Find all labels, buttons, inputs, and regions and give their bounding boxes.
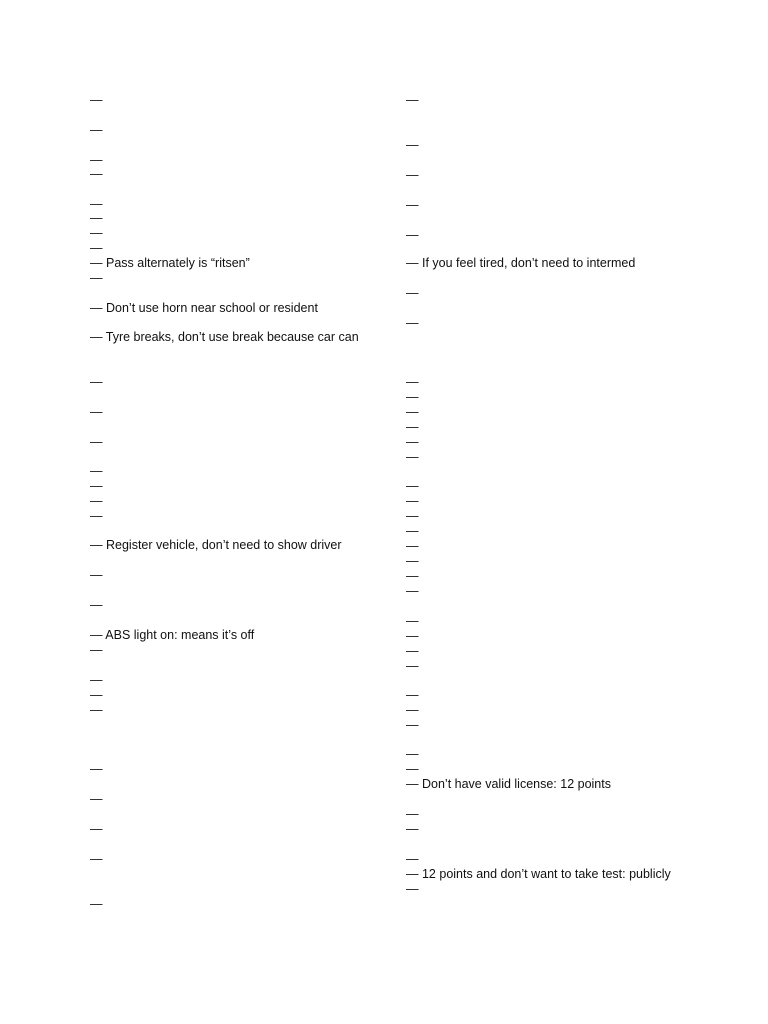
bullet-dash: —: [406, 614, 419, 628]
bullet-dash: —: [406, 762, 419, 776]
left-column: [90, 0, 390, 1024]
note-text: ABS light on: means it’s off: [105, 628, 255, 642]
note-line: [406, 168, 419, 183]
bullet-dash: —: [406, 256, 419, 270]
bullet-dash: —: [90, 153, 103, 167]
note-line: [90, 703, 103, 718]
note-line: [90, 792, 103, 807]
note-line: [90, 405, 103, 420]
bullet-dash: —: [90, 509, 103, 523]
bullet-dash: —: [406, 316, 419, 330]
bullet-dash: —: [90, 93, 103, 107]
bullet-dash: —: [90, 822, 103, 836]
note-line: [90, 568, 103, 583]
bullet-dash: —: [90, 375, 103, 389]
bullet-dash: —: [406, 524, 419, 538]
bullet-dash: —: [90, 271, 103, 285]
bullet-dash: —: [406, 405, 419, 419]
bullet-dash: —: [90, 301, 103, 315]
bullet-dash: —: [406, 584, 419, 598]
bullet-dash: —: [406, 286, 419, 300]
bullet-dash: —: [90, 852, 103, 866]
note-line: [406, 659, 419, 674]
bullet-dash: —: [406, 867, 419, 881]
bullet-dash: —: [90, 167, 103, 181]
bullet-dash: —: [406, 375, 419, 389]
note-text: Don’t have valid license: 12 points: [421, 777, 611, 791]
bullet-dash: —: [406, 539, 419, 553]
bullet-dash: —: [90, 568, 103, 582]
note-line: [406, 584, 419, 599]
bullet-dash: —: [406, 747, 419, 761]
note-line: [90, 241, 103, 256]
bullet-dash: —: [406, 718, 419, 732]
bullet-dash: —: [90, 494, 103, 508]
note-line: [90, 628, 254, 643]
bullet-dash: —: [90, 643, 103, 657]
note-line: [406, 822, 419, 837]
note-line: [406, 539, 419, 554]
note-line: [90, 301, 318, 316]
note-line: [406, 138, 419, 153]
bullet-dash: —: [90, 598, 103, 612]
note-line: [90, 435, 103, 450]
bullet-dash: —: [90, 123, 103, 137]
note-line: [90, 211, 103, 226]
bullet-dash: —: [90, 405, 103, 419]
note-line: [90, 598, 103, 613]
note-line: [406, 420, 419, 435]
bullet-dash: —: [406, 450, 419, 464]
bullet-dash: —: [406, 629, 419, 643]
bullet-dash: —: [406, 644, 419, 658]
bullet-dash: —: [406, 390, 419, 404]
note-line: [406, 198, 419, 213]
bullet-dash: —: [90, 703, 103, 717]
bullet-dash: —: [90, 241, 103, 255]
note-line: [406, 93, 419, 108]
note-line: [406, 375, 419, 390]
bullet-dash: —: [90, 538, 103, 552]
bullet-dash: —: [406, 494, 419, 508]
bullet-dash: —: [406, 479, 419, 493]
note-line: [406, 554, 419, 569]
bullet-dash: —: [406, 554, 419, 568]
note-line: [406, 256, 635, 271]
note-line: [90, 673, 103, 688]
bullet-dash: —: [406, 435, 419, 449]
note-text: Pass alternately is “ritsen”: [105, 256, 250, 270]
bullet-dash: —: [90, 688, 103, 702]
note-line: [406, 718, 419, 733]
bullet-dash: —: [406, 688, 419, 702]
note-line: [90, 852, 103, 867]
bullet-dash: —: [90, 673, 103, 687]
note-line: [90, 538, 342, 553]
note-line: [90, 256, 250, 271]
note-line: [406, 614, 419, 629]
note-line: [90, 643, 103, 658]
note-line: [406, 316, 419, 331]
note-text: Don’t use horn near school or resident: [105, 301, 318, 315]
note-text: Tyre breaks, don’t use break because car can: [105, 330, 359, 344]
note-line: [90, 494, 103, 509]
note-text: 12 points and don’t want to take test: publicly: [421, 867, 671, 881]
note-line: [406, 644, 419, 659]
note-line: [90, 509, 103, 524]
note-line: [406, 390, 419, 405]
bullet-dash: —: [406, 777, 419, 791]
note-line: [90, 226, 103, 241]
right-column: [406, 0, 736, 1024]
note-line: [90, 897, 103, 912]
note-line: [406, 509, 419, 524]
note-text: Register vehicle, don’t need to show driver: [105, 538, 342, 552]
bullet-dash: —: [406, 420, 419, 434]
note-line: [406, 435, 419, 450]
note-line: [90, 330, 359, 345]
bullet-dash: —: [406, 807, 419, 821]
note-line: [406, 703, 419, 718]
note-line: [90, 153, 103, 168]
note-line: [406, 286, 419, 301]
note-line: [406, 450, 419, 465]
bullet-dash: —: [90, 256, 103, 270]
bullet-dash: —: [90, 897, 103, 911]
bullet-dash: —: [406, 228, 419, 242]
bullet-dash: —: [406, 138, 419, 152]
note-line: [406, 405, 419, 420]
note-line: [406, 629, 419, 644]
bullet-dash: —: [90, 197, 103, 211]
note-line: [90, 479, 103, 494]
note-line: [406, 569, 419, 584]
bullet-dash: —: [90, 464, 103, 478]
note-line: [90, 375, 103, 390]
note-line: [406, 852, 419, 867]
note-line: [90, 271, 103, 286]
note-line: [406, 747, 419, 762]
note-line: [90, 197, 103, 212]
note-line: [406, 777, 611, 792]
bullet-dash: —: [406, 703, 419, 717]
bullet-dash: —: [90, 762, 103, 776]
note-text: If you feel tired, don’t need to intermed: [421, 256, 636, 270]
note-line: [90, 688, 103, 703]
bullet-dash: —: [406, 198, 419, 212]
bullet-dash: —: [406, 659, 419, 673]
bullet-dash: —: [406, 509, 419, 523]
note-line: [406, 762, 419, 777]
note-line: [406, 479, 419, 494]
bullet-dash: —: [406, 822, 419, 836]
bullet-dash: —: [90, 330, 103, 344]
note-line: [406, 882, 419, 897]
bullet-dash: —: [406, 168, 419, 182]
bullet-dash: —: [90, 435, 103, 449]
note-line: [90, 167, 103, 182]
note-line: [90, 822, 103, 837]
bullet-dash: —: [90, 211, 103, 225]
bullet-dash: —: [90, 479, 103, 493]
bullet-dash: —: [90, 628, 103, 642]
note-line: [406, 228, 419, 243]
note-line: [90, 464, 103, 479]
bullet-dash: —: [90, 792, 103, 806]
bullet-dash: —: [90, 226, 103, 240]
bullet-dash: —: [406, 852, 419, 866]
note-line: [406, 867, 671, 882]
note-line: [406, 494, 419, 509]
note-line: [90, 123, 103, 138]
note-line: [406, 688, 419, 703]
note-line: [90, 93, 103, 108]
bullet-dash: —: [406, 882, 419, 896]
note-line: [90, 762, 103, 777]
note-line: [406, 524, 419, 539]
note-line: [406, 807, 419, 822]
bullet-dash: —: [406, 93, 419, 107]
bullet-dash: —: [406, 569, 419, 583]
